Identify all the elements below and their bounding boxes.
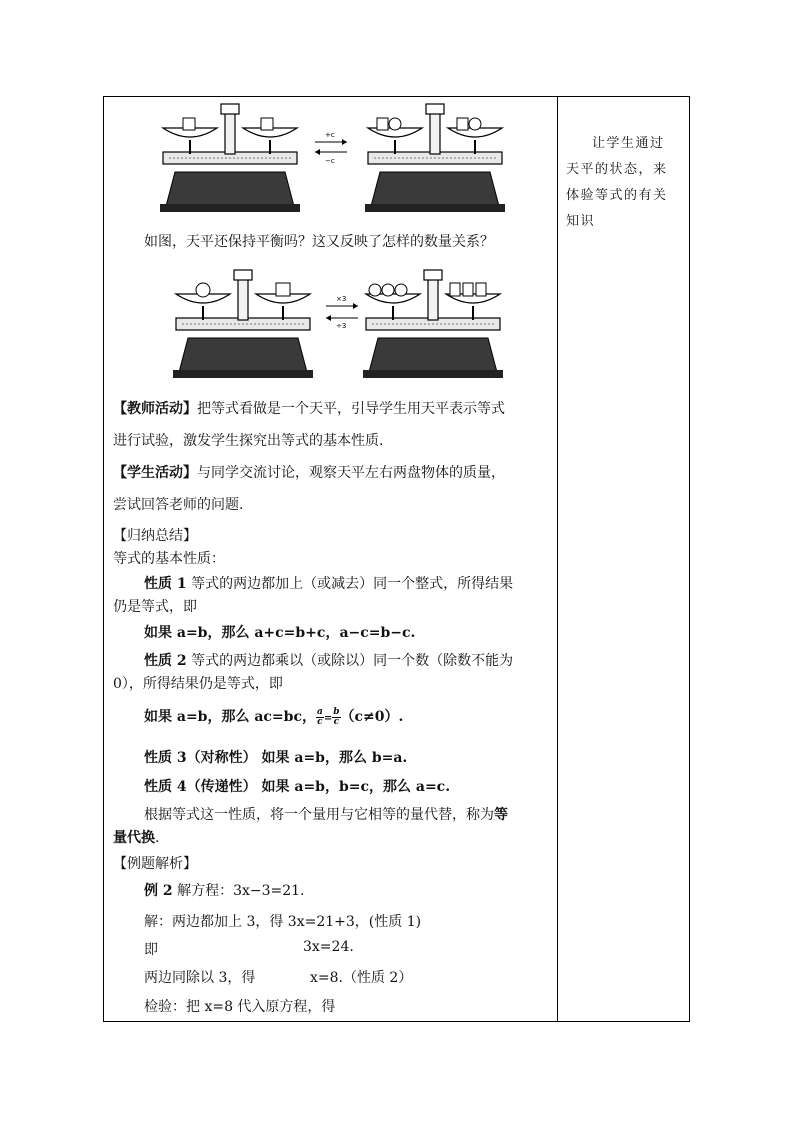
fraction-left-numerator: a: [316, 706, 323, 717]
fraction-a-over-c: [316, 708, 324, 727]
fraction-left-denominator: c: [317, 716, 323, 727]
side-note: [566, 131, 684, 235]
example-step-1: 解：两边都加上 3，得 3x=21+3，(性质 1): [144, 914, 422, 930]
fraction-equals: =: [323, 713, 333, 724]
student-activity-tag: 【学生活动】: [113, 465, 197, 481]
example-problem: [144, 880, 305, 900]
property-1-label: 性质 1: [144, 576, 187, 592]
substitution-term-2: 量代换: [113, 830, 155, 846]
substitution-text-2: [113, 827, 159, 847]
teacher-activity-text-1: 把等式看做是一个天平，引导学生用天平表示等式: [197, 401, 505, 417]
summary-heading: 【归纳总结】: [113, 528, 197, 544]
arrow-label-add: +c: [325, 131, 335, 139]
arrow-label-divide: ÷3: [336, 322, 347, 330]
side-note-line-2: 天平的状态，来: [566, 162, 668, 177]
side-note-line-1: 让学生通过: [592, 136, 665, 151]
fraction-right-numerator: b: [333, 706, 340, 717]
substitution-term-1: 等: [494, 807, 508, 823]
property-1-formula: 如果 a=b，那么 a+c=b+c，a−c=b−c.: [144, 625, 416, 641]
basic-properties-heading: 等式的基本性质：: [113, 551, 225, 567]
example-step-3-value: x=8.（性质 2）: [310, 970, 413, 986]
arrow-label-multiply: ×3: [336, 295, 347, 303]
balance-figure-add-subtract: [155, 100, 515, 215]
property-4: [144, 776, 450, 796]
arrow-label-subtract: −c: [325, 157, 335, 165]
property-1: [144, 573, 513, 593]
balance-question: 如图，天平还保持平衡吗？这又反映了怎样的数量关系？: [144, 234, 494, 250]
column-divider: [557, 96, 558, 1022]
property-3-text: 如果 a=b，那么 b=a.: [256, 750, 408, 766]
student-activity-text-2: 尝试回答老师的问题.: [113, 497, 244, 513]
property-2-text-1: 等式的两边都乘以（或除以）同一个数（除数不能为: [186, 653, 514, 669]
teacher-activity-text-2: 进行试验，激发学生探究出等式的基本性质.: [113, 433, 384, 449]
balance-figure-multiply-divide: [168, 266, 528, 381]
property-1-text-2: 仍是等式，即: [113, 599, 197, 615]
substitution-text-2-post: .: [155, 830, 160, 846]
property-2-formula-post: （c≠0）.: [340, 709, 404, 725]
side-note-line-4: 知识: [566, 214, 596, 229]
example-heading: 【例题解析】: [113, 856, 197, 872]
example-step-3-label: 两边同除以 3，得: [144, 970, 256, 986]
teacher-activity-tag: 【教师活动】: [113, 401, 197, 417]
property-2-label: 性质 2: [144, 653, 187, 669]
fraction-b-over-c: [332, 708, 340, 727]
student-activity-text-1: 与同学交流讨论，观察天平左右两盘物体的质量，: [197, 465, 505, 481]
property-2-text-2: 0），所得结果仍是等式，即: [113, 676, 283, 692]
student-activity: [113, 462, 505, 482]
example-step-4: 检验：把 x=8 代入原方程，得: [144, 999, 336, 1015]
fraction-right-denominator: c: [333, 716, 340, 727]
example-label: 例 2: [144, 883, 173, 899]
property-2-formula-pre: 如果 a=b，那么 ac=bc，: [144, 709, 316, 725]
example-step-2-label: 即: [144, 942, 158, 958]
substitution-text-1: [144, 804, 508, 824]
example-step-2-value: 3x=24.: [303, 939, 354, 955]
side-note-line-3: 体验等式的有关: [566, 188, 668, 203]
property-2: [144, 650, 513, 670]
property-4-text: 如果 a=b，b=c，那么 a=c.: [256, 779, 451, 795]
teacher-activity: [113, 398, 505, 418]
property-3: [144, 747, 407, 767]
substitution-text-1-pre: 根据等式这一性质，将一个量用与它相等的量代替，称为: [144, 807, 494, 823]
property-1-text-1: 等式的两边都加上（或减去）同一个整式，所得结果: [186, 576, 514, 592]
property-4-label: 性质 4（传递性）: [144, 779, 257, 795]
example-problem-text: 解方程：3x−3=21.: [172, 883, 305, 899]
property-3-label: 性质 3（对称性）: [144, 750, 257, 766]
property-2-formula: [144, 706, 403, 727]
